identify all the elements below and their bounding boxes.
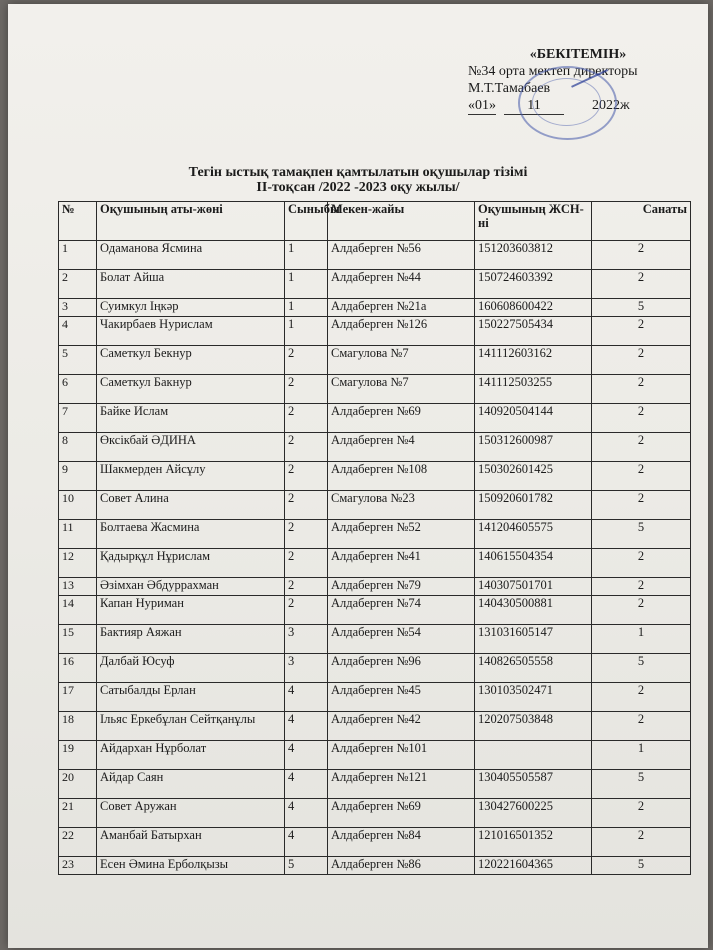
student-address: Алдаберген №41 xyxy=(328,549,475,578)
row-number: 21 xyxy=(59,799,97,828)
student-address: Алдаберген №108 xyxy=(328,462,475,491)
table-header-row xyxy=(59,202,691,241)
approval-director: №34 орта мектеп директоры xyxy=(468,64,638,79)
table-row xyxy=(59,683,691,712)
document-subtitle: ІІ-тоқсан /2022 -2023 оқу жылы/ xyxy=(256,180,460,195)
row-number: 11 xyxy=(59,520,97,549)
student-name: Аманбай Батырхан xyxy=(97,828,285,857)
student-address: Алдаберген №44 xyxy=(328,270,475,299)
row-number: 18 xyxy=(59,712,97,741)
row-number: 23 xyxy=(59,857,97,875)
row-number: 4 xyxy=(59,317,97,346)
student-name: Айдар Саян xyxy=(97,770,285,799)
table-row xyxy=(59,346,691,375)
student-grade: 3 xyxy=(285,654,328,683)
table-row xyxy=(59,741,691,770)
student-category: 1 xyxy=(592,741,691,770)
student-name: Совет Аружан xyxy=(97,799,285,828)
student-iin: 160608600422 xyxy=(475,299,592,317)
student-category: 2 xyxy=(592,683,691,712)
student-category: 2 xyxy=(592,712,691,741)
table-row xyxy=(59,654,691,683)
student-address: Алдаберген №86 xyxy=(328,857,475,875)
student-name: Өксікбай ӘДИНА xyxy=(97,433,285,462)
student-address: Алдаберген №42 xyxy=(328,712,475,741)
student-grade: 4 xyxy=(285,741,328,770)
table-row xyxy=(59,770,691,799)
student-grade: 2 xyxy=(285,375,328,404)
table-row xyxy=(59,404,691,433)
table-row xyxy=(59,317,691,346)
student-iin: 141204605575 xyxy=(475,520,592,549)
student-name: Сатыбалды Ерлан xyxy=(97,683,285,712)
student-iin: 150312600987 xyxy=(475,433,592,462)
student-iin: 150227505434 xyxy=(475,317,592,346)
student-grade: 2 xyxy=(285,404,328,433)
student-grade: 4 xyxy=(285,683,328,712)
student-iin: 130103502471 xyxy=(475,683,592,712)
student-iin: 120207503848 xyxy=(475,712,592,741)
approval-date-year: 2022ж xyxy=(592,98,630,113)
student-iin: 130427600225 xyxy=(475,799,592,828)
table-row xyxy=(59,520,691,549)
student-name: Есен Әмина Ерболқызы xyxy=(97,857,285,875)
row-number: 22 xyxy=(59,828,97,857)
student-iin: 140826505558 xyxy=(475,654,592,683)
student-iin: 141112503255 xyxy=(475,375,592,404)
student-category: 5 xyxy=(592,520,691,549)
row-number: 16 xyxy=(59,654,97,683)
student-grade: 5 xyxy=(285,857,328,875)
student-category: 2 xyxy=(592,596,691,625)
student-grade: 2 xyxy=(285,549,328,578)
student-name: Айдархан Нұрболат xyxy=(97,741,285,770)
student-iin: 130405505587 xyxy=(475,770,592,799)
student-name: Әзімхан Әбдуррахман xyxy=(97,578,285,596)
header-iin: Оқушының ЖСН-ні xyxy=(475,202,592,241)
header-address: Мекен-жайы xyxy=(328,202,475,241)
student-grade: 4 xyxy=(285,828,328,857)
student-address: Алдаберген №74 xyxy=(328,596,475,625)
row-number: 19 xyxy=(59,741,97,770)
student-category: 2 xyxy=(592,317,691,346)
student-category: 1 xyxy=(592,625,691,654)
row-number: 1 xyxy=(59,241,97,270)
table-row xyxy=(59,270,691,299)
table-row xyxy=(59,799,691,828)
student-name: Капан Нуриман xyxy=(97,596,285,625)
row-number: 17 xyxy=(59,683,97,712)
student-address: Алдаберген №52 xyxy=(328,520,475,549)
student-iin: 121016501352 xyxy=(475,828,592,857)
row-number: 5 xyxy=(59,346,97,375)
row-number: 20 xyxy=(59,770,97,799)
student-address: Алдаберген №54 xyxy=(328,625,475,654)
student-name: Ільяс Еркебұлан Сейтқанұлы xyxy=(97,712,285,741)
student-category: 2 xyxy=(592,404,691,433)
row-number: 7 xyxy=(59,404,97,433)
student-address: Смагулова №7 xyxy=(328,346,475,375)
row-number: 13 xyxy=(59,578,97,596)
student-category: 2 xyxy=(592,549,691,578)
student-name: Шакмерден Айсұлу xyxy=(97,462,285,491)
student-category: 2 xyxy=(592,375,691,404)
student-category: 2 xyxy=(592,799,691,828)
student-iin: 150302601425 xyxy=(475,462,592,491)
student-address: Алдаберген №126 xyxy=(328,317,475,346)
student-address: Алдаберген №101 xyxy=(328,741,475,770)
student-name: Чакирбаев Нурислам xyxy=(97,317,285,346)
student-grade: 2 xyxy=(285,520,328,549)
student-category: 2 xyxy=(592,828,691,857)
row-number: 10 xyxy=(59,491,97,520)
student-name: Қадырқұл Нұрислам xyxy=(97,549,285,578)
student-name: Саметкул Бекнур xyxy=(97,346,285,375)
student-iin xyxy=(475,741,592,770)
row-number: 2 xyxy=(59,270,97,299)
header-grade: Сыныбы xyxy=(285,202,328,241)
student-address: Алдаберген №56 xyxy=(328,241,475,270)
student-category: 2 xyxy=(592,270,691,299)
student-category: 2 xyxy=(592,578,691,596)
table-row xyxy=(59,549,691,578)
student-grade: 2 xyxy=(285,346,328,375)
row-number: 9 xyxy=(59,462,97,491)
student-category: 2 xyxy=(592,462,691,491)
student-name: Совет Алина xyxy=(97,491,285,520)
student-address: Алдаберген №4 xyxy=(328,433,475,462)
student-category: 5 xyxy=(592,299,691,317)
student-category: 5 xyxy=(592,857,691,875)
student-grade: 2 xyxy=(285,462,328,491)
row-number: 12 xyxy=(59,549,97,578)
student-grade: 1 xyxy=(285,299,328,317)
student-iin: 140615504354 xyxy=(475,549,592,578)
table-row xyxy=(59,241,691,270)
table-row xyxy=(59,712,691,741)
student-address: Алдаберген №84 xyxy=(328,828,475,857)
student-name: Байке Ислам xyxy=(97,404,285,433)
table-row xyxy=(59,491,691,520)
row-number: 15 xyxy=(59,625,97,654)
student-address: Алдаберген №45 xyxy=(328,683,475,712)
table-row xyxy=(59,857,691,875)
student-grade: 4 xyxy=(285,770,328,799)
approval-title: «БЕКІТЕМІН» xyxy=(529,47,627,62)
student-iin: 131031605147 xyxy=(475,625,592,654)
student-name: Болтаева Жасмина xyxy=(97,520,285,549)
student-category: 5 xyxy=(592,654,691,683)
table-row xyxy=(59,625,691,654)
student-iin: 120221604365 xyxy=(475,857,592,875)
header-category: Санаты xyxy=(592,202,691,241)
row-number: 14 xyxy=(59,596,97,625)
student-address: Алдаберген №79 xyxy=(328,578,475,596)
header-number: № xyxy=(59,202,97,241)
table-row xyxy=(59,596,691,625)
student-address: Смагулова №23 xyxy=(328,491,475,520)
student-grade: 2 xyxy=(285,491,328,520)
row-number: 8 xyxy=(59,433,97,462)
student-category: 2 xyxy=(592,241,691,270)
approval-date-day: «01» xyxy=(468,98,496,113)
student-address: Алдаберген №96 xyxy=(328,654,475,683)
student-address: Алдаберген №69 xyxy=(328,404,475,433)
student-name: Далбай Юсуф xyxy=(97,654,285,683)
student-iin: 150920601782 xyxy=(475,491,592,520)
student-grade: 2 xyxy=(285,596,328,625)
student-address: Алдаберген №121 xyxy=(328,770,475,799)
student-category: 5 xyxy=(592,770,691,799)
student-iin: 141112603162 xyxy=(475,346,592,375)
table-row xyxy=(59,375,691,404)
table-row xyxy=(59,299,691,317)
students-table xyxy=(58,201,691,875)
header-name: Оқушының аты-жөні xyxy=(97,202,285,241)
student-category: 2 xyxy=(592,346,691,375)
student-grade: 4 xyxy=(285,712,328,741)
student-grade: 1 xyxy=(285,241,328,270)
student-address: Алдаберген №69 xyxy=(328,799,475,828)
student-name: Бактияр Аяжан xyxy=(97,625,285,654)
approval-date-month: 11 xyxy=(504,97,564,115)
student-name: Одаманова Ясмина xyxy=(97,241,285,270)
document-heading xyxy=(8,165,708,195)
table-row xyxy=(59,433,691,462)
student-address: Алдаберген №21а xyxy=(328,299,475,317)
student-iin: 140430500881 xyxy=(475,596,592,625)
student-name: Суимкул Іңкәр xyxy=(97,299,285,317)
row-number: 6 xyxy=(59,375,97,404)
table-row xyxy=(59,578,691,596)
student-grade: 2 xyxy=(285,578,328,596)
table-row xyxy=(59,828,691,857)
student-category: 2 xyxy=(592,491,691,520)
student-iin: 140307501701 xyxy=(475,578,592,596)
student-grade: 3 xyxy=(285,625,328,654)
student-name: Болат Айша xyxy=(97,270,285,299)
row-number: 3 xyxy=(59,299,97,317)
student-category: 2 xyxy=(592,433,691,462)
student-name: Саметкул Бакнур xyxy=(97,375,285,404)
document-page xyxy=(8,4,708,948)
table-row xyxy=(59,462,691,491)
student-grade: 2 xyxy=(285,433,328,462)
student-grade: 4 xyxy=(285,799,328,828)
student-iin: 150724603392 xyxy=(475,270,592,299)
student-iin: 140920504144 xyxy=(475,404,592,433)
student-address: Смагулова №7 xyxy=(328,375,475,404)
student-grade: 1 xyxy=(285,317,328,346)
student-iin: 151203603812 xyxy=(475,241,592,270)
student-grade: 1 xyxy=(285,270,328,299)
approval-name: М.Т.Тамабаев xyxy=(468,81,551,96)
document-title: Тегін ыстық тамақпен қамтылатын оқушылар тізімі xyxy=(188,165,528,180)
